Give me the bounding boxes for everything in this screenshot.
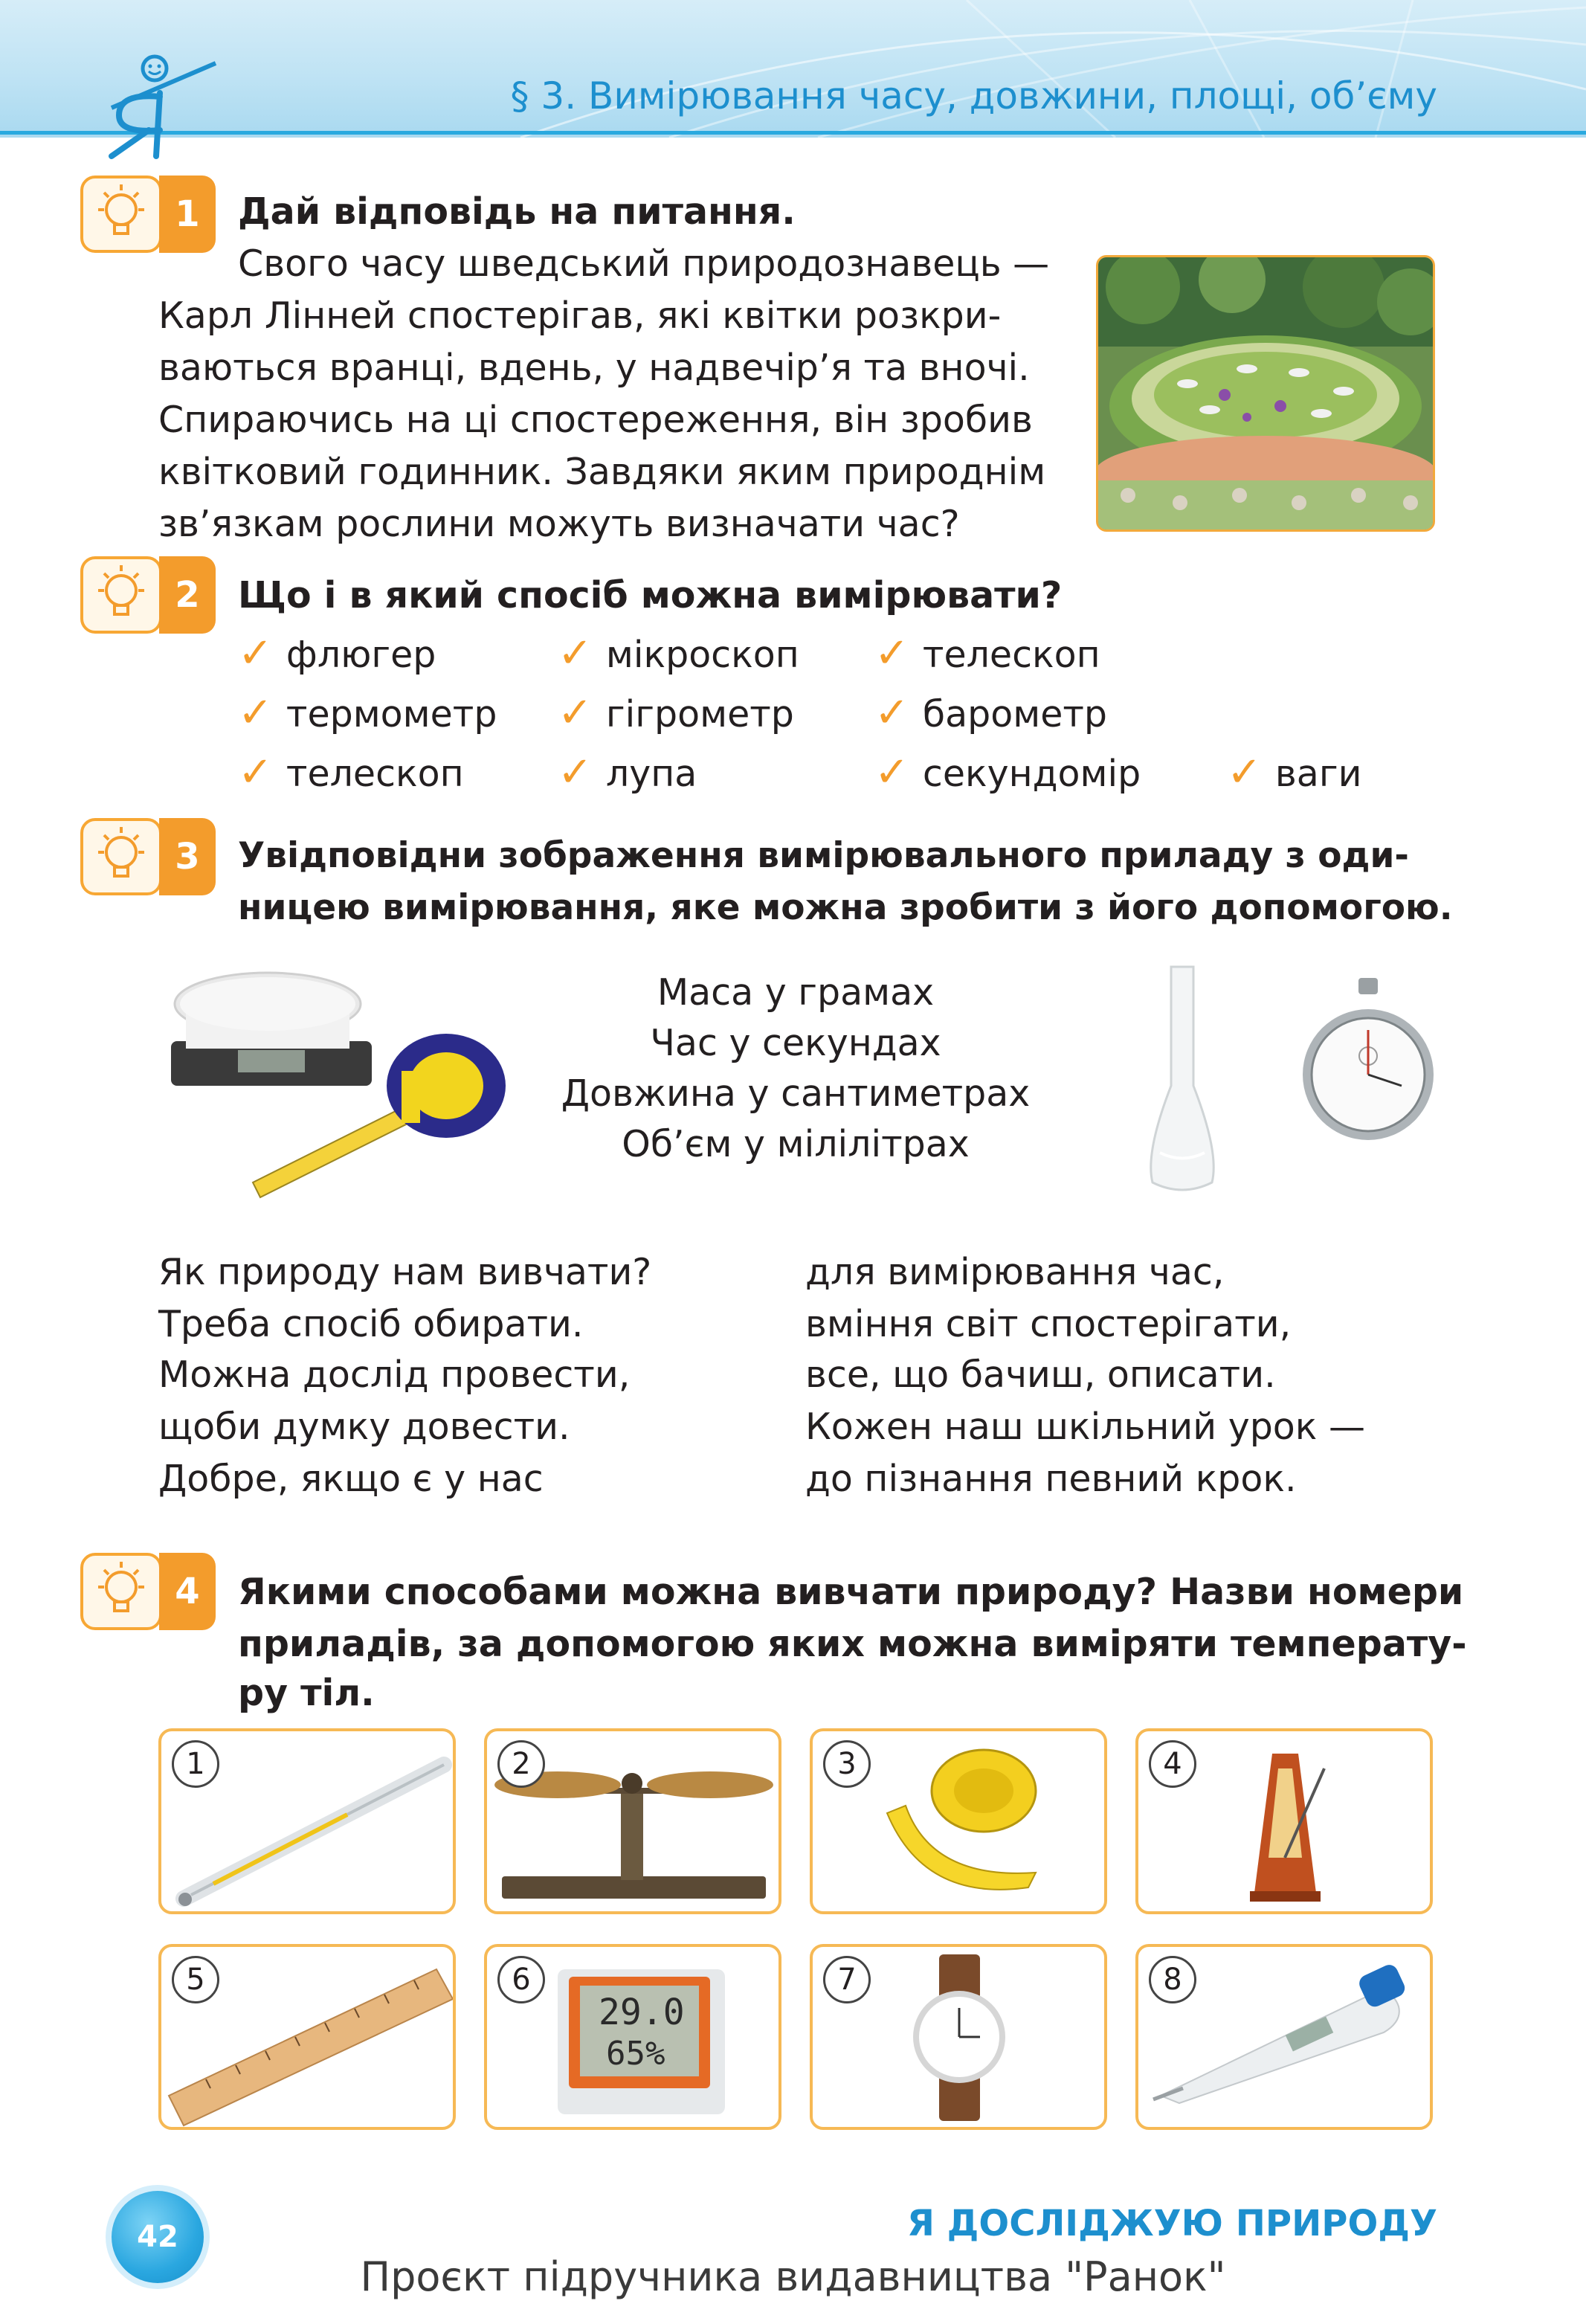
card-number: 6 [497,1956,545,2003]
checkmark-icon: ✓ [558,748,593,796]
task-number: 3 [159,818,216,895]
tool-item: ✓ телескоп [874,629,1100,677]
task-badge-3 [80,818,214,895]
card-number: 5 [172,1956,219,2003]
card-number: 4 [1149,1740,1196,1788]
tool-item: ✓ термометр [238,689,497,737]
task-number: 2 [159,556,216,634]
stopwatch-image [1298,974,1439,1153]
checkmark-icon: ✓ [874,689,909,737]
publisher-note: Проєкт підручника видавництва "Ранок" [360,2253,1226,2300]
task-badge-2 [80,556,214,634]
unit-label: Об’єм у мілілітрах [622,1123,970,1165]
instrument-card-watch[interactable] [810,1944,1107,2130]
unit-label: Час у секундах [650,1022,941,1064]
page-title: § 3. Вимірювання часу, довжини, площі, об’єму [510,74,1437,118]
instrument-card-balance[interactable] [484,1728,781,1914]
task4-line: ру тіл. [238,1672,375,1714]
card-number: 3 [823,1740,871,1788]
header-rule [0,131,1586,135]
instrument-card-digital-thermometer[interactable] [1135,1944,1433,2130]
poem-line: до пізнання певний крок. [805,1458,1297,1500]
instrument-card-metronome[interactable] [1135,1728,1433,1914]
unit-label: Маса у грамах [657,971,935,1014]
task1-line: ваються вранці, вдень, у надвечір’я та вночі. [158,347,1030,389]
lightbulb-icon [83,559,159,631]
task2-title: Що і в який спосіб можна вимірювати? [238,574,1063,617]
checkmark-icon: ✓ [874,748,909,796]
poem-line: для вимірювання час, [805,1251,1225,1293]
task3-title-line: ницею вимірювання, яке можна зробити з його допомогою. [238,887,1453,928]
instrument-card-thermometer[interactable] [158,1728,456,1914]
poem-line: Кожен наш шкільний урок — [805,1406,1365,1448]
lightbulb-icon [83,821,159,892]
checkmark-icon: ✓ [1227,748,1262,796]
task1-title: Дай відповідь на питання. [238,190,796,233]
task-badge-1 [80,176,214,253]
task-badge-4 [80,1553,214,1630]
page-number: 42 [112,2191,204,2283]
lightbulb-icon [83,178,159,250]
checkmark-icon: ✓ [238,689,273,737]
tool-item: ✓ секундомір [874,748,1141,796]
book-title: Я ДОСЛІДЖУЮ ПРИРОДУ [906,2203,1437,2244]
card-number: 2 [497,1740,545,1788]
tool-item: ✓ мікроскоп [558,629,799,677]
task1-line: Свого часу шведський природознавець — [238,242,1050,285]
instrument-card-hygrometer[interactable] [484,1944,781,2130]
tool-item: ✓ телескоп [238,748,464,796]
tool-item: ✓ гігрометр [558,689,794,737]
card-number: 8 [1149,1956,1196,2003]
checkmark-icon: ✓ [238,629,273,677]
tool-item: ✓ флюгер [238,629,436,677]
ya-logo-icon [97,52,223,164]
unit-label: Довжина у сантиметрах [561,1072,1031,1115]
flask-image [1138,959,1227,1197]
lightbulb-icon [83,1556,159,1627]
task1-line: зв’язкам рослини можуть визначати час? [158,503,960,545]
task1-line: Карл Лінней спостерігав, які квітки розкри- [158,294,1002,337]
poem-line: все, що бачиш, описати. [805,1353,1276,1396]
checkmark-icon: ✓ [874,629,909,677]
task4-line: Якими способами можна вивчати природу? Назви номери [238,1571,1464,1613]
task3-title-line: Увідповідни зображення вимірювального приладу з оди- [238,835,1409,876]
flower-clock-photo [1096,255,1435,532]
instrument-card-ruler[interactable] [158,1944,456,2130]
tool-item: ✓ барометр [874,689,1108,737]
task-number: 1 [159,176,216,253]
hygrometer-humidity: 65% [606,2035,665,2073]
task4-line: приладів, за допомогою яких можна виміряти температу- [238,1623,1467,1665]
task-number: 4 [159,1553,216,1630]
instrument-card-tape[interactable] [810,1728,1107,1914]
checkmark-icon: ✓ [558,629,593,677]
task1-line: квітковий годинник. Завдяки яким природнім [158,451,1046,493]
poem-line: вміння світ спостерігати, [805,1303,1292,1345]
poem-line: Як природу нам вивчати? [158,1251,652,1293]
hygrometer-temp: 29.0 [599,1992,685,2033]
poem-line: щоби думку довести. [158,1406,570,1448]
poem-line: Можна дослід провести, [158,1353,631,1396]
task1-line: Спираючись на ці спостереження, він зробив [158,399,1033,441]
tool-item: ✓ лупа [558,748,697,796]
card-number: 7 [823,1956,871,2003]
card-number: 1 [172,1740,219,1788]
checkmark-icon: ✓ [558,689,593,737]
poem-line: Добре, якщо є у нас [158,1458,544,1500]
poem-line: Треба спосіб обирати. [158,1303,584,1345]
scale-and-tape-image [164,959,513,1205]
checkmark-icon: ✓ [238,748,273,796]
tool-item: ✓ ваги [1227,748,1362,796]
